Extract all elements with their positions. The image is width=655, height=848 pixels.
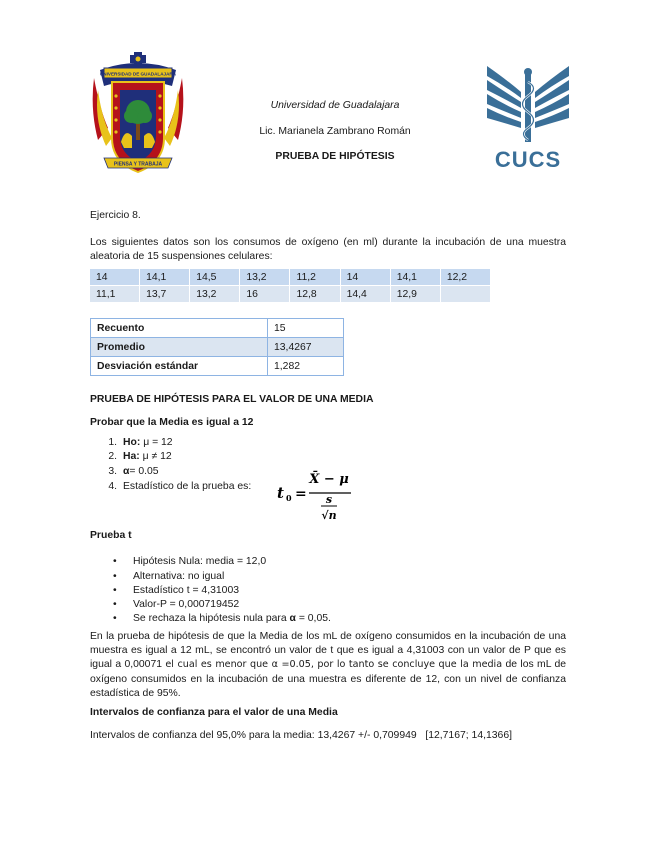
bullet-text: = 0,05.: [295, 613, 331, 624]
formula-subscript: 0: [286, 493, 292, 503]
step-number: 1.: [108, 437, 117, 448]
data-cell: 13,2: [189, 286, 239, 302]
t-statistic-formula: [275, 466, 355, 522]
step-text: = 0.05: [129, 466, 159, 477]
stats-row-count: [91, 319, 344, 338]
confidence-interval-text: Intervalos de confianza del 95,0% para la media: 13,4267 +/- 0,709949 [12,7167; 14,1366]: [90, 730, 512, 741]
list-item: [90, 481, 290, 492]
bullet-icon: •: [113, 556, 117, 567]
paragraph-text: el cual es menor que α =0.05, por lo tanto se concluye que la media: [165, 659, 503, 671]
udg-banner-text: PIENSA Y TRABAJA: [113, 161, 163, 168]
stats-label: Recuento: [91, 319, 268, 338]
data-cell: 14: [90, 269, 139, 286]
bullet-icon: •: [113, 585, 117, 596]
step-label: Ha:: [123, 451, 140, 462]
bullet-text: Hipótesis Nula: media = 12,0: [133, 556, 267, 567]
list-item: [113, 613, 331, 624]
cucs-logo: [487, 66, 569, 170]
data-cell: 14,4: [340, 286, 390, 302]
step-number: 2.: [108, 451, 117, 462]
formula-lhs: t: [277, 484, 284, 502]
step-text: Estadístico de la prueba es:: [123, 481, 252, 492]
list-item: [113, 556, 266, 567]
bullet-icon: •: [113, 599, 117, 610]
udg-scroll-text: UNIVERSIDAD DE GUADALAJARA: [99, 71, 177, 77]
data-cell: 14: [340, 269, 390, 286]
cucs-text: CUCS: [494, 147, 562, 170]
table-row: [90, 269, 490, 286]
bullet-icon: •: [113, 571, 117, 582]
data-cell: [440, 286, 490, 302]
step-label: Ho:: [123, 437, 141, 448]
document-title: PRUEBA DE HIPÓTESIS: [275, 151, 395, 162]
data-cell: 12,8: [289, 286, 339, 302]
data-table: [90, 269, 490, 302]
data-cell: 12,2: [440, 269, 490, 286]
list-item: [90, 437, 290, 448]
data-cell: 13,2: [239, 269, 289, 286]
author-name: Lic. Marianela Zambrano Román: [259, 126, 411, 137]
data-cell: 14,1: [390, 269, 440, 286]
section-title-hypothesis: PRUEBA DE HIPÓTESIS PARA EL VALOR DE UNA MEDIA: [90, 394, 374, 405]
data-cell: 13,7: [139, 286, 189, 302]
stats-row-stddev: [91, 357, 344, 376]
list-item: [90, 466, 290, 477]
exercise-label: Ejercicio 8.: [90, 210, 141, 221]
data-cell: 14,5: [189, 269, 239, 286]
step-text: μ = 12: [140, 437, 173, 448]
section-title-confidence: Intervalos de confianza para el valor de una Media: [90, 707, 338, 718]
bullet-text: Estadístico t = 4,31003: [133, 585, 239, 596]
data-cell: 11,2: [289, 269, 339, 286]
formula-numerator: X̄ − μ: [309, 472, 349, 487]
intro-paragraph: Los siguientes datos son los consumos de oxígeno (en ml) durante la incubación de una muestra aleatoria de 15 suspensiones celulares:: [90, 237, 566, 262]
data-cell: 14,1: [139, 269, 189, 286]
list-item: [113, 585, 239, 596]
stats-table: [90, 318, 344, 376]
list-item: [113, 599, 239, 610]
data-cell: 12,9: [390, 286, 440, 302]
step-number: 3.: [108, 466, 117, 477]
stats-row-mean: [91, 338, 344, 357]
section-title-t-test: Prueba t: [90, 530, 132, 541]
stats-label: Promedio: [91, 338, 268, 357]
paragraph-text: En la prueba de hipótesis de que la Media de los mL de oxígeno consumidos en la incubación de una muestra es igual a 12 mL, se encontró un valor de t que es igual a 4,31003 con un valor de P que es igual a 0,00071: [90, 631, 566, 671]
stats-value: 15: [268, 319, 344, 338]
data-cell: 11,1: [90, 286, 139, 302]
formula-den-top: s: [325, 493, 333, 506]
step-text: μ ≠ 12: [139, 451, 172, 462]
bullet-text: Se rechaza la hipótesis nula para: [133, 613, 290, 624]
list-item: [90, 451, 290, 462]
stats-value: 1,282: [268, 357, 344, 376]
conclusion-paragraph: [90, 630, 566, 701]
udg-crest-logo: [90, 50, 186, 180]
list-item: [113, 571, 224, 582]
data-cell: 16: [239, 286, 289, 302]
paragraph-text: de los mL de oxígeno consumidos en la incubación de una muestra es diferente de 12, con un nivel de confianza estadística de 95%.: [90, 659, 567, 699]
stats-label: Desviación estándar: [91, 357, 268, 376]
formula-den-bottom: √n: [321, 509, 337, 522]
stats-value: 13,4267: [268, 338, 344, 357]
bullet-text: Alternativa: no igual: [133, 571, 225, 582]
university-name: Universidad de Guadalajara: [270, 100, 400, 111]
alpha-symbol: α: [289, 613, 296, 624]
formula-equals: =: [295, 486, 307, 502]
step-number: 4.: [108, 481, 117, 492]
bullet-text: Valor-P = 0,000719452: [133, 599, 240, 610]
bullet-icon: •: [113, 613, 117, 624]
table-row: [90, 286, 490, 302]
section-subtitle: Probar que la Media es igual a 12: [90, 417, 254, 428]
alpha-symbol: α: [123, 466, 130, 477]
